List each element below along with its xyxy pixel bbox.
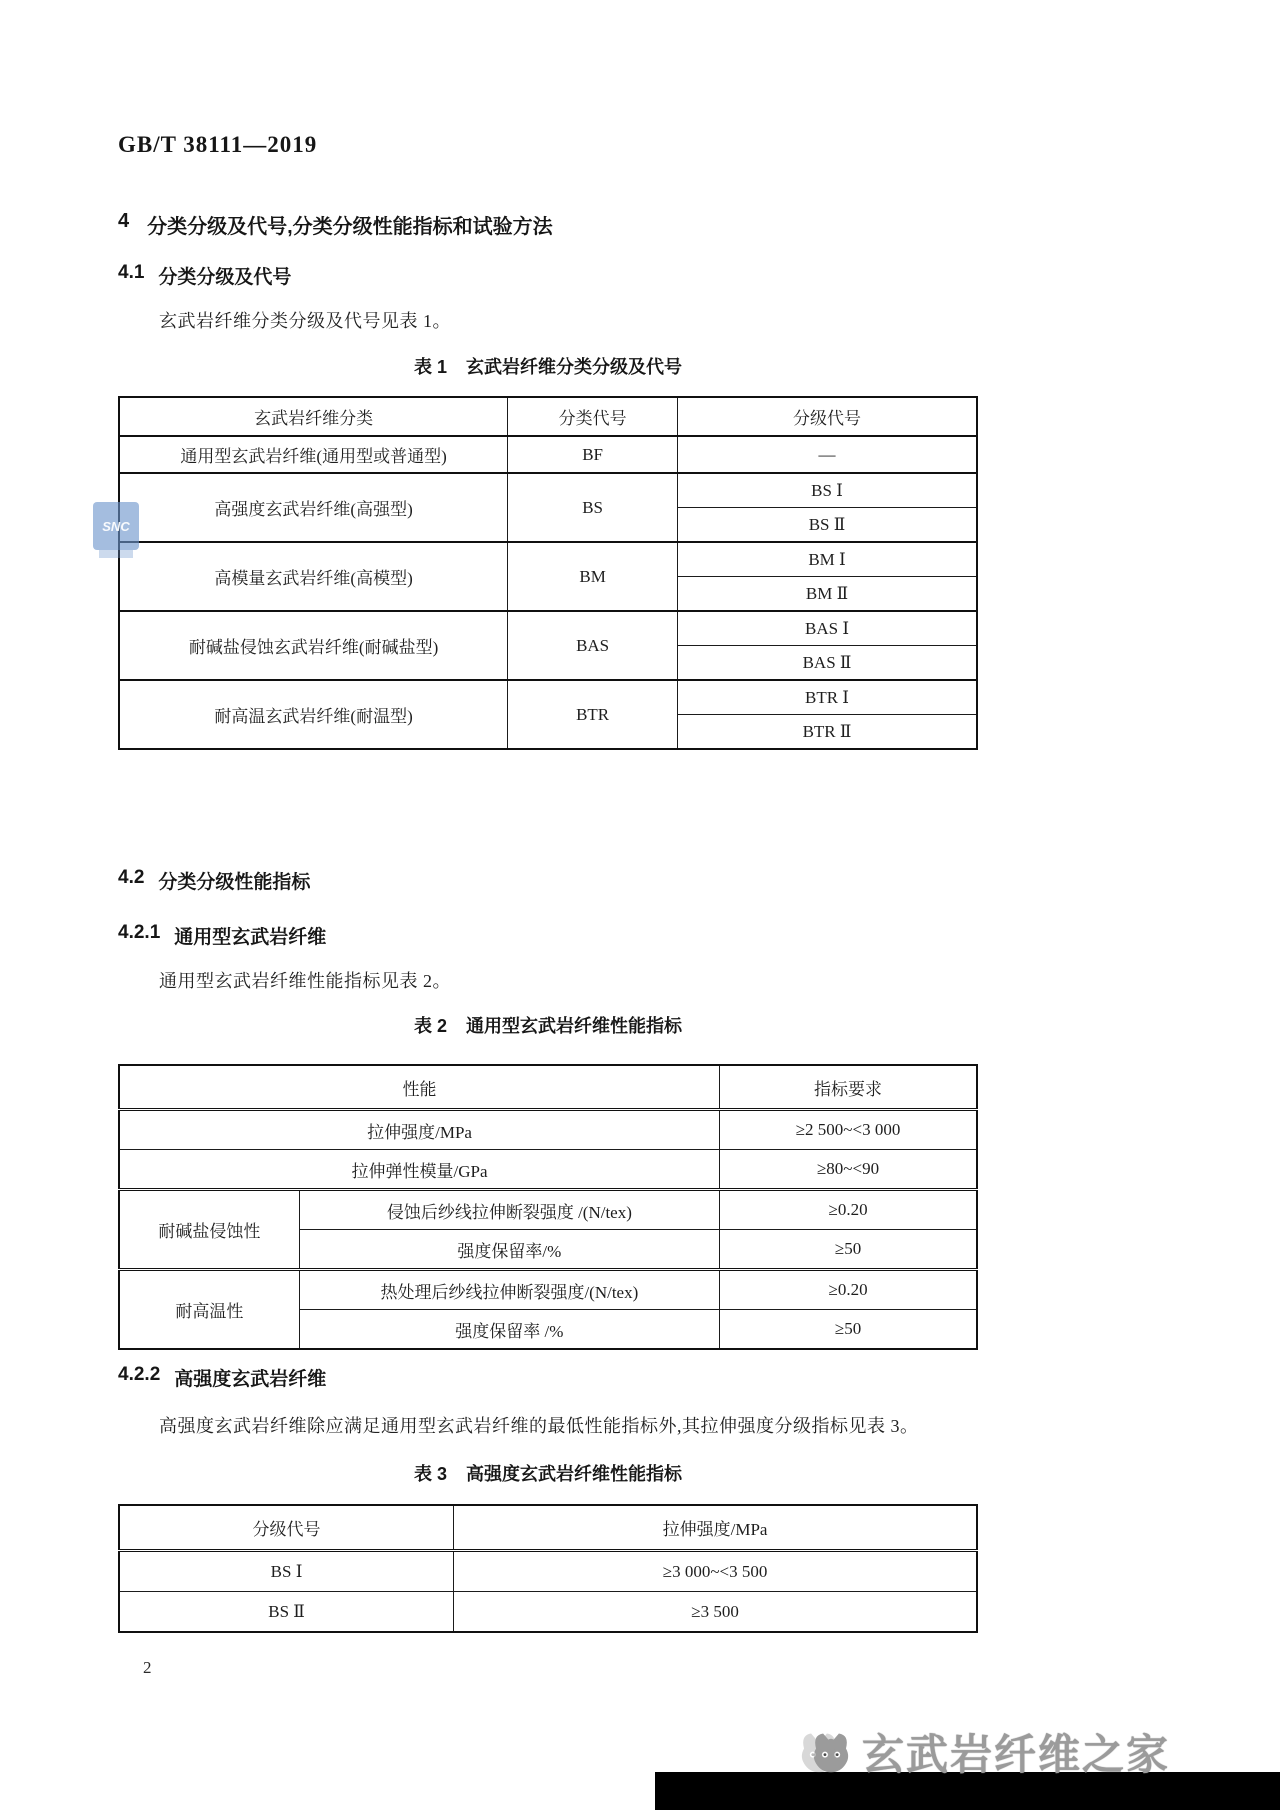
section-4-heading [118,210,553,239]
table-header-row [119,1505,977,1551]
cell-fiber-class: 耐高温玄武岩纤维(耐温型) [119,680,508,749]
table-row [119,680,977,715]
column-header-tensile-strength: 拉伸强度/MPa [454,1505,977,1551]
section-number: 4.1 [118,262,145,283]
snc-watermark-badge: SNC [93,502,139,550]
cell-grade-code: BS Ⅱ [119,1592,454,1633]
cell-requirement: ≥0.20 [720,1190,977,1230]
section-4-2-2-heading [118,1364,326,1391]
brand-text: 玄武岩纤维之家 [862,1731,1171,1778]
table-1-caption [118,353,978,379]
standard-code: GB/T 38111—2019 [118,132,318,157]
cell-fiber-class: 通用型玄武岩纤维(通用型或普通型) [119,436,508,473]
table-label: 表 3 [413,1464,447,1484]
cell-fiber-class: 高模量玄武岩纤维(高模型) [119,542,508,611]
section-title: 高强度玄武岩纤维 [174,1369,327,1390]
cell-tensile-strength: ≥3 500 [454,1592,977,1633]
paragraph-4-2-2: 高强度玄武岩纤维除应满足通用型玄武岩纤维的最低性能指标外,其拉伸强度分级指标见表 3。 [159,1416,919,1436]
cell-property: 强度保留率/% [299,1230,719,1270]
section-4-2-1-heading [118,922,326,949]
column-header-grade-code: 分级代号 [678,397,977,436]
cell-grade-code: BM Ⅰ [678,542,977,577]
cell-fiber-class: 耐碱盐侵蚀玄武岩纤维(耐碱盐型) [119,611,508,680]
section-4-1-heading [118,262,291,289]
table-2-general-performance [118,1064,978,1350]
section-number: 4.2 [118,867,145,888]
table-2-caption [118,1012,978,1038]
cell-class-code: BF [508,436,678,473]
cell-property-group: 耐高温性 [119,1270,299,1350]
cat-face-icon [796,1730,842,1774]
table-title: 玄武岩纤维分类分级及代号 [466,357,683,377]
cell-requirement: ≥2 500~<3 000 [720,1110,977,1150]
cell-property: 拉伸强度/MPa [119,1110,720,1150]
section-title: 分类分级及代号,分类分级性能指标和试验方法 [147,216,553,238]
cell-grade-code: BS Ⅱ [678,508,977,543]
cell-grade-code: BAS Ⅱ [678,646,977,681]
cell-class-code: BTR [508,680,678,749]
column-header-property: 性能 [119,1065,720,1110]
cell-requirement: ≥50 [720,1230,977,1270]
column-header-grade-code: 分级代号 [119,1505,454,1551]
cell-requirement: ≥0.20 [720,1270,977,1310]
section-title: 分类分级性能指标 [158,872,311,893]
table-row [119,1592,977,1633]
cell-property: 拉伸弹性模量/GPa [119,1150,720,1190]
section-4-2-heading [118,867,310,894]
paragraph-4-2-1: 通用型玄武岩纤维性能指标见表 2。 [159,971,451,991]
table-label: 表 1 [413,357,447,377]
table-row [119,436,977,473]
column-header-requirement: 指标要求 [720,1065,977,1110]
table-label: 表 2 [413,1016,447,1036]
table-row [119,1150,977,1190]
cell-class-code: BS [508,473,678,542]
cell-grade-code: BS Ⅰ [678,473,977,508]
cell-requirement: ≥80~<90 [720,1150,977,1190]
section-number: 4 [118,210,130,232]
section-title: 通用型玄武岩纤维 [174,927,327,948]
footer-brand-watermark [796,1722,1170,1782]
table-1-classification-codes [118,396,978,750]
column-header-class-code: 分类代号 [508,397,678,436]
cell-class-code: BM [508,542,678,611]
cell-grade-code: BAS Ⅰ [678,611,977,646]
table-row [119,1270,977,1310]
table-title: 高强度玄武岩纤维性能指标 [466,1464,683,1484]
section-number: 4.2.2 [118,1364,161,1385]
column-header-class: 玄武岩纤维分类 [119,397,508,436]
cell-grade-code: BTR Ⅱ [678,715,977,750]
cell-grade-code: BM Ⅱ [678,577,977,612]
table-row [119,1190,977,1230]
table-title: 通用型玄武岩纤维性能指标 [466,1016,683,1036]
table-row [119,542,977,577]
paragraph-4-1: 玄武岩纤维分类分级及代号见表 1。 [159,311,451,331]
section-title: 分类分级及代号 [158,267,292,288]
table-row [119,611,977,646]
section-number: 4.2.1 [118,922,161,943]
table-row [119,473,977,508]
table-row [119,1110,977,1150]
cell-requirement: ≥50 [720,1310,977,1350]
cell-property: 强度保留率 /% [299,1310,719,1350]
cell-grade-code: BS Ⅰ [119,1551,454,1592]
cell-property-group: 耐碱盐侵蚀性 [119,1190,299,1270]
cell-fiber-class: 高强度玄武岩纤维(高强型) [119,473,508,542]
table-row [119,1551,977,1592]
cell-grade-code: — [678,436,977,473]
table-3-high-strength-performance [118,1504,978,1633]
table-3-caption [118,1460,978,1486]
cell-property: 热处理后纱线拉伸断裂强度/(N/tex) [299,1270,719,1310]
cell-property: 侵蚀后纱线拉伸断裂强度 /(N/tex) [299,1190,719,1230]
page-number: 2 [143,1658,152,1677]
table-header-row [119,1065,977,1110]
cell-tensile-strength: ≥3 000~<3 500 [454,1551,977,1592]
table-header-row [119,397,977,436]
cell-grade-code: BTR Ⅰ [678,680,977,715]
cell-class-code: BAS [508,611,678,680]
